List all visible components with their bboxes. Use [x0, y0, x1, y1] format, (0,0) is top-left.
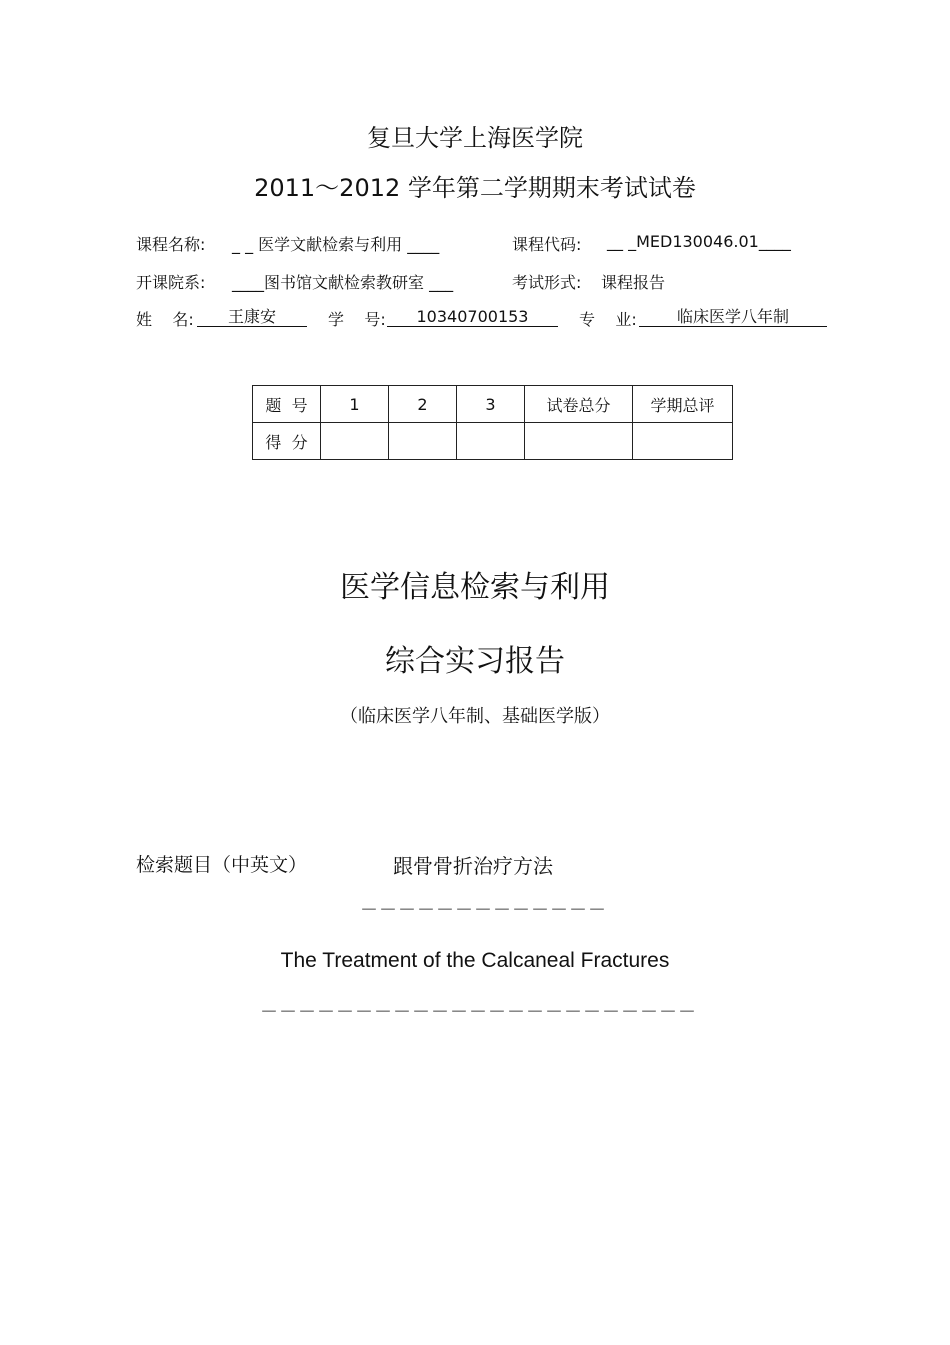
student-id-value: 10340700153 [387, 307, 558, 327]
department-label: 开课院系: [136, 273, 206, 292]
table-cell: 学期总评 [633, 386, 733, 423]
student-id-label: 学 号: [328, 310, 386, 329]
topic-label: 检索题目（中英文） [136, 854, 308, 876]
course-name-label: 课程名称: [136, 235, 206, 254]
course-code-label: 课程代码: [512, 235, 582, 254]
table-cell [633, 423, 733, 460]
exam-form-value: 课程报告 [601, 273, 666, 292]
major-value: 临床医学八年制 [639, 307, 827, 327]
exam-form-label: 考试形式: [512, 273, 582, 292]
exam-title: 2011～2012 学年第二学期期末考试试卷 [254, 174, 696, 202]
topic-chinese: 跟骨骨折治疗方法 [393, 854, 553, 878]
department-value: ____图书馆文献检索教研室 ___ [232, 273, 454, 292]
course-name-value: _ _ 医学文献检索与利用 ____ [232, 235, 440, 254]
name-label: 姓 名: [136, 310, 194, 329]
dash-line-2: －－－－－－－－－－－－－－－－－－－－－－－ [260, 1002, 697, 1023]
table-cell: 试卷总分 [525, 386, 633, 423]
table-cell: 2 [389, 386, 457, 423]
table-cell [525, 423, 633, 460]
report-title-line1: 医学信息检索与利用 [340, 570, 610, 605]
table-cell: 1 [321, 386, 389, 423]
table-cell [389, 423, 457, 460]
report-title-line2: 综合实习报告 [385, 644, 565, 679]
table-cell: 得 分 [253, 423, 321, 460]
table-cell [457, 423, 525, 460]
table-cell [321, 423, 389, 460]
university-title: 复旦大学上海医学院 [367, 124, 583, 152]
topic-english: The Treatment of the Calcaneal Fractures [280, 949, 670, 972]
name-value: 王康安 [197, 307, 307, 327]
major-label: 专 业: [579, 310, 637, 329]
table-row [253, 423, 733, 460]
report-subtitle: （临床医学八年制、基础医学版） [340, 706, 610, 727]
score-table [252, 385, 733, 460]
table-row [253, 386, 733, 423]
course-code-value: __ _MED130046.01____ [607, 232, 791, 251]
table-cell: 3 [457, 386, 525, 423]
table-cell: 题 号 [253, 386, 321, 423]
dash-line-1: －－－－－－－－－－－－－ [360, 900, 607, 921]
